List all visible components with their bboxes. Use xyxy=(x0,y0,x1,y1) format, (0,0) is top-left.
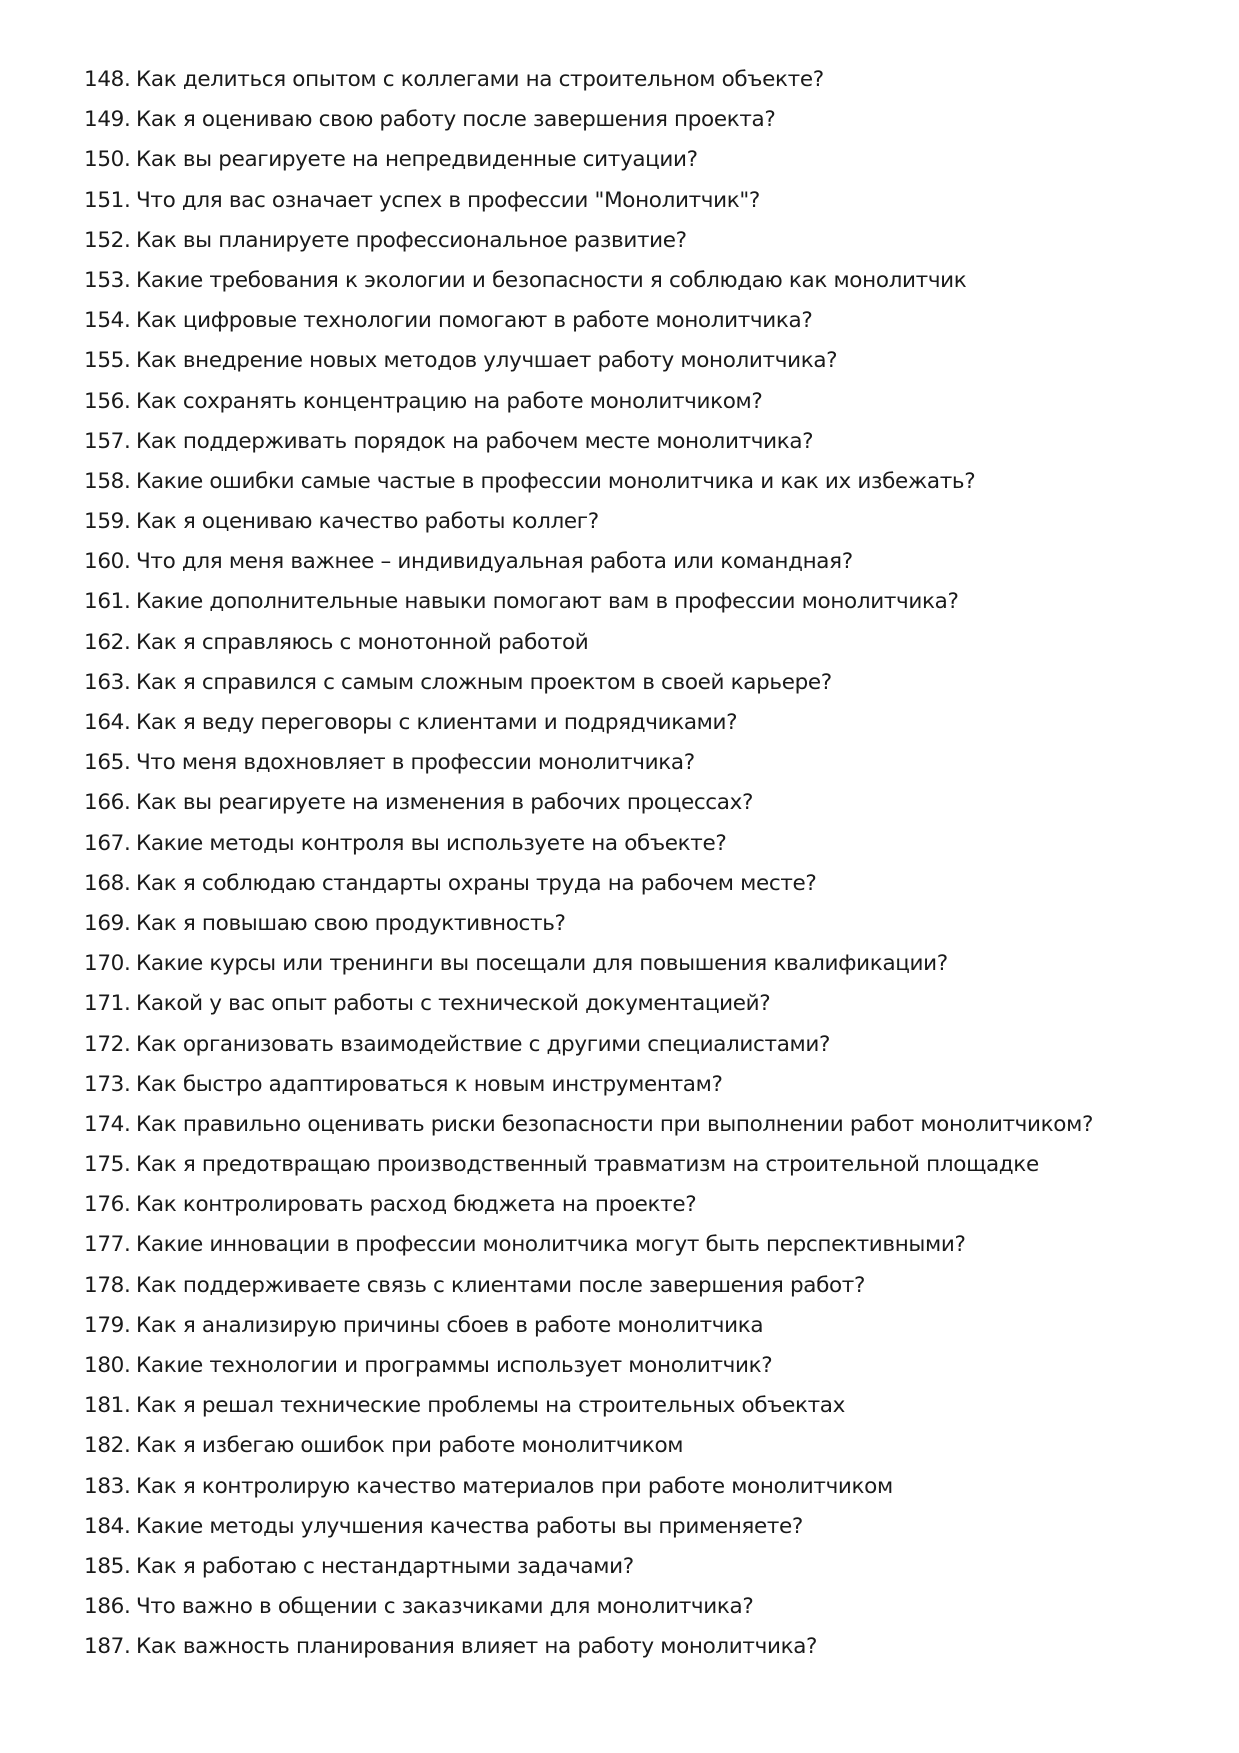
question-number: 165. xyxy=(84,750,131,776)
question-text: Что для вас означает успех в профессии "Монолитчик"? xyxy=(136,187,760,213)
question-item xyxy=(84,582,1093,622)
question-item xyxy=(84,1547,1093,1587)
question-text: Как поддерживать порядок на рабочем месте монолитчика? xyxy=(136,428,814,454)
question-number: 175. xyxy=(84,1152,131,1178)
question-text: Как я веду переговоры с клиентами и подрядчиками? xyxy=(136,710,738,735)
question-text: Как я оцениваю качество работы коллег? xyxy=(136,509,599,535)
question-number: 152. xyxy=(84,227,131,253)
question-text: Как внедрение новых методов улучшает работу монолитчика? xyxy=(136,348,838,374)
question-item xyxy=(84,1145,1093,1185)
question-text: Что меня вдохновляет в профессии монолитчика? xyxy=(136,750,695,776)
question-item xyxy=(84,783,1093,823)
question-number: 161. xyxy=(84,589,131,615)
question-item xyxy=(84,100,1093,140)
question-number: 186. xyxy=(84,1594,131,1620)
question-item xyxy=(84,1025,1093,1065)
question-text: Какие технологии и программы использует монолитчик? xyxy=(136,1353,773,1378)
question-text: Как я работаю с нестандартными задачами? xyxy=(136,1553,634,1579)
question-text: Как я повышаю свою продуктивность? xyxy=(136,910,566,936)
question-number: 183. xyxy=(84,1473,131,1499)
question-text: Какие инновации в профессии монолитчика могут быть перспективными? xyxy=(136,1232,966,1258)
question-text: Как правильно оценивать риски безопасности при выполнении работ монолитчиком? xyxy=(136,1111,1094,1137)
question-text: Как цифровые технологии помогают в работе монолитчика? xyxy=(136,308,813,334)
question-text: Как я решал технические проблемы на строительных объектах xyxy=(136,1393,845,1419)
question-text: Как поддерживаете связь с клиентами после завершения работ? xyxy=(136,1272,866,1298)
question-text: Как я справляюсь с монотонной работой xyxy=(136,629,589,655)
question-text: Как организовать взаимодействие с другими специалистами? xyxy=(136,1031,831,1057)
question-item xyxy=(84,140,1093,180)
question-text: Как я контролирую качество материалов при работе монолитчиком xyxy=(136,1473,893,1499)
question-item xyxy=(84,542,1093,582)
question-text: Как я предотвращаю производственный травматизм на строительной площадке xyxy=(136,1152,1039,1178)
question-number: 179. xyxy=(84,1312,131,1338)
question-number: 180. xyxy=(84,1353,131,1378)
question-text: Как я анализирую причины сбоев в работе монолитчика xyxy=(136,1312,764,1338)
question-number: 151. xyxy=(84,187,131,213)
question-item xyxy=(84,984,1093,1024)
question-text: Какие дополнительные навыки помогают вам в профессии монолитчика? xyxy=(136,589,959,615)
question-text: Что для меня важнее – индивидуальная работа или командная? xyxy=(136,549,853,575)
question-text: Как я справился с самым сложным проектом в своей карьере? xyxy=(136,669,832,695)
question-item xyxy=(84,181,1093,221)
question-text: Как вы планируете профессиональное развитие? xyxy=(136,227,687,253)
question-number: 169. xyxy=(84,910,131,936)
question-number: 170. xyxy=(84,951,131,977)
question-item xyxy=(84,1225,1093,1265)
question-number: 171. xyxy=(84,991,131,1017)
question-text: Какие курсы или тренинги вы посещали для повышения квалификации? xyxy=(136,951,948,977)
question-number: 187. xyxy=(84,1634,131,1660)
question-number: 160. xyxy=(84,549,131,575)
question-item xyxy=(84,341,1093,381)
question-text: Какие методы улучшения качества работы вы применяете? xyxy=(136,1513,803,1539)
question-text: Как я соблюдаю стандарты охраны труда на рабочем месте? xyxy=(136,870,817,896)
question-number: 156. xyxy=(84,388,131,414)
question-number: 168. xyxy=(84,870,131,896)
question-number: 166. xyxy=(84,790,131,816)
question-text: Как я оцениваю свою работу после завершения проекта? xyxy=(136,107,776,133)
question-text: Как вы реагируете на непредвиденные ситуации? xyxy=(136,147,698,173)
question-item xyxy=(84,1266,1093,1306)
question-number: 157. xyxy=(84,428,131,454)
question-number: 181. xyxy=(84,1393,131,1419)
question-item xyxy=(84,623,1093,663)
question-text: Какие методы контроля вы используете на объекте? xyxy=(136,830,727,856)
question-item xyxy=(84,221,1093,261)
question-item xyxy=(84,1587,1093,1627)
question-text: Как вы реагируете на изменения в рабочих процессах? xyxy=(136,790,754,816)
question-text: Как сохранять концентрацию на работе монолитчиком? xyxy=(136,388,763,414)
question-item xyxy=(84,703,1093,743)
question-item xyxy=(84,1346,1093,1386)
question-number: 149. xyxy=(84,107,131,133)
question-item xyxy=(84,944,1093,984)
question-number: 184. xyxy=(84,1513,131,1539)
question-item xyxy=(84,382,1093,422)
question-text: Как контролировать расход бюджета на проекте? xyxy=(136,1192,697,1218)
question-text: Как я избегаю ошибок при работе монолитчиком xyxy=(136,1433,684,1459)
question-number: 148. xyxy=(84,67,131,92)
question-text: Какие ошибки самые частые в профессии монолитчика и как их избежать? xyxy=(136,468,976,494)
question-number: 162. xyxy=(84,629,131,655)
question-number: 153. xyxy=(84,267,131,293)
question-number: 167. xyxy=(84,830,131,856)
question-item xyxy=(84,663,1093,703)
question-number: 178. xyxy=(84,1272,131,1298)
question-number: 159. xyxy=(84,509,131,535)
question-item xyxy=(84,462,1093,502)
question-number: 164. xyxy=(84,710,131,735)
question-item xyxy=(84,1306,1093,1346)
question-item xyxy=(84,1105,1093,1145)
question-item xyxy=(84,301,1093,341)
question-number: 172. xyxy=(84,1031,131,1057)
question-item xyxy=(84,1426,1093,1466)
question-item xyxy=(84,743,1093,783)
question-item xyxy=(84,1627,1093,1667)
question-item xyxy=(84,904,1093,944)
question-text: Как важность планирования влияет на работу монолитчика? xyxy=(136,1634,818,1660)
question-number: 174. xyxy=(84,1111,131,1137)
question-text: Какой у вас опыт работы с технической документацией? xyxy=(136,991,771,1017)
question-item xyxy=(84,1386,1093,1426)
question-number: 182. xyxy=(84,1433,131,1459)
question-item xyxy=(84,1185,1093,1225)
question-text: Как быстро адаптироваться к новым инструментам? xyxy=(136,1071,723,1097)
question-number: 177. xyxy=(84,1232,131,1258)
question-item xyxy=(84,1065,1093,1105)
question-number: 154. xyxy=(84,308,131,334)
question-number: 158. xyxy=(84,468,131,494)
question-number: 173. xyxy=(84,1071,131,1097)
question-list xyxy=(84,60,1093,1668)
question-item xyxy=(84,864,1093,904)
question-item xyxy=(84,60,1093,100)
question-item xyxy=(84,824,1093,864)
question-item xyxy=(84,1467,1093,1507)
question-number: 155. xyxy=(84,348,131,374)
question-item xyxy=(84,502,1093,542)
question-text: Какие требования к экологии и безопасности я соблюдаю как монолитчик xyxy=(136,267,967,293)
question-item xyxy=(84,1507,1093,1547)
question-item xyxy=(84,422,1093,462)
question-item xyxy=(84,261,1093,301)
question-number: 185. xyxy=(84,1553,131,1579)
question-number: 150. xyxy=(84,147,131,173)
question-number: 176. xyxy=(84,1192,131,1218)
question-text: Что важно в общении с заказчиками для монолитчика? xyxy=(136,1594,754,1620)
question-text: Как делиться опытом с коллегами на строительном объекте? xyxy=(136,67,824,92)
question-number: 163. xyxy=(84,669,131,695)
